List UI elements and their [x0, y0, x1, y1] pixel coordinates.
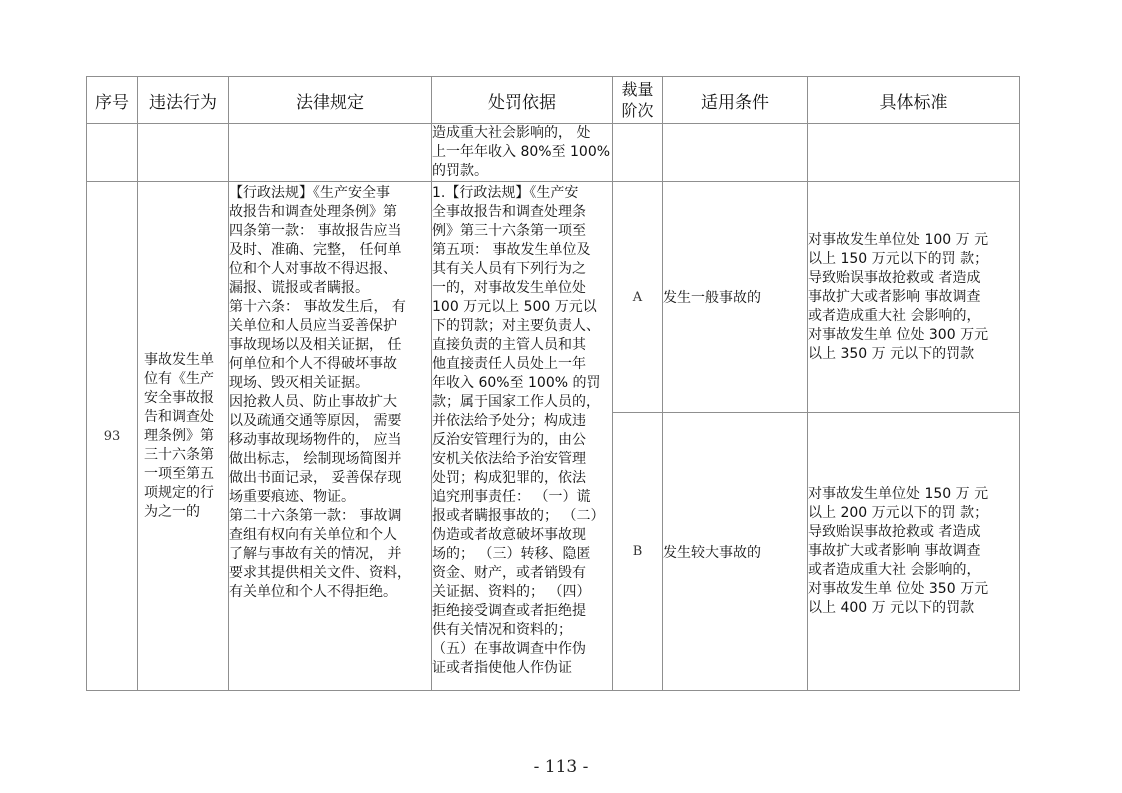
cont-law-cell [229, 124, 432, 182]
standard-a: 对事故发生单位处 100 万 元 以上 150 万元以下的罚 款； 导致贻误事故抢救或 者造成 事故扩大或者影响 事故调查 或者造成重大社 会影响的， 对事故发生单 位处 300 万元 以上 350 万 元以下的罚款 [808, 182, 1020, 413]
page-number: - 113 - [533, 757, 589, 777]
header-level [613, 77, 663, 124]
regulation-table [86, 76, 1020, 691]
condition-b: 发生较大事故的 [663, 413, 808, 691]
header-condition: 适用条件 [663, 77, 808, 124]
cont-level-cell [613, 124, 663, 182]
header-level-text: 裁量 阶次 [621, 80, 654, 120]
header-row [87, 77, 1020, 124]
cont-seq-cell [87, 124, 138, 182]
cont-standard-cell [808, 124, 1020, 182]
entry-seq: 93 [87, 182, 138, 691]
condition-a: 发生一般事故的 [663, 182, 808, 413]
entry-row-a [87, 182, 1020, 413]
entry-violation: 事故发生单 位有《生产 安全事故报 告和调查处 理条例》第 三十六条第 一项至第五 项规定的行 为之一的 [138, 182, 229, 691]
cont-basis-cell: 造成重大社会影响的， 处 上一年年收入 80%至 100% 的罚款。 [432, 124, 613, 182]
standard-b: 对事故发生单位处 150 万 元 以上 200 万元以下的罚 款； 导致贻误事故抢救或 者造成 事故扩大或者影响 事故调查 或者造成重大社 会影响的， 对事故发生单 位处 350 万元 以上 400 万 元以下的罚款 [808, 413, 1020, 691]
header-seq: 序号 [87, 77, 138, 124]
cont-condition-cell [663, 124, 808, 182]
header-law: 法律规定 [229, 77, 432, 124]
level-b: B [613, 413, 663, 691]
header-standard: 具体标准 [808, 77, 1020, 124]
continuation-row [87, 124, 1020, 182]
entry-law: 【行政法规】《生产安全事 故报告和调查处理条例》第 四条第一款： 事故报告应当 及时、准确、完整， 任何单 位和个人对事故不得迟报、 漏报、谎报或者瞒报。 第十六条： 事故发生后， 有 关单位和人员应当妥善保护 事故现场以及相关证据， 任 何单位和个人不得破坏事故 现场、毁灭相关证据。 因抢救人员、防止事故扩大 以及疏通交通等原因， 需要 移动事故现场物件的， 应当 做出标志， 绘制现场简图并 做出书面记录， 妥善保存现 场重要痕迹、物证。 第二十六条第一款： 事故调 查组有权向有关单位和个人 了解与事故有关的情况， 并 要求其提供相关文件、资料， 有关单位和个人不得拒绝。 [229, 182, 432, 691]
cont-violation-cell [138, 124, 229, 182]
header-violation: 违法行为 [138, 77, 229, 124]
entry-basis: 1.【行政法规】《生产安 全事故报告和调查处理条 例》第三十六条第一项至 第五项： 事故发生单位及 其有关人员有下列行为之 一的，对事故发生单位处 100 万元以上 500 万元以 下的罚款；对主要负责人、 直接负责的主管人员和其 他直接责任人员处上一年 年收入 60%至 100% 的罚 款；属于国家工作人员的， 并依法给予处分；构成违 反治安管理行为的，由公 安机关依法给予治安管理 处罚；构成犯罪的，依法 追究刑事责任： （一）谎 报或者瞒报事故的； （二） 伪造或者故意破坏事故现 场的； （三）转移、隐匿 资金、财产，或者销毁有 关证据、资料的； （四） 拒绝接受调查或者拒绝提 供有关情况和资料的； （五）在事故调查中作伪 证或者指使他人作伪证 [432, 182, 613, 691]
level-a: A [613, 182, 663, 413]
header-basis: 处罚依据 [432, 77, 613, 124]
